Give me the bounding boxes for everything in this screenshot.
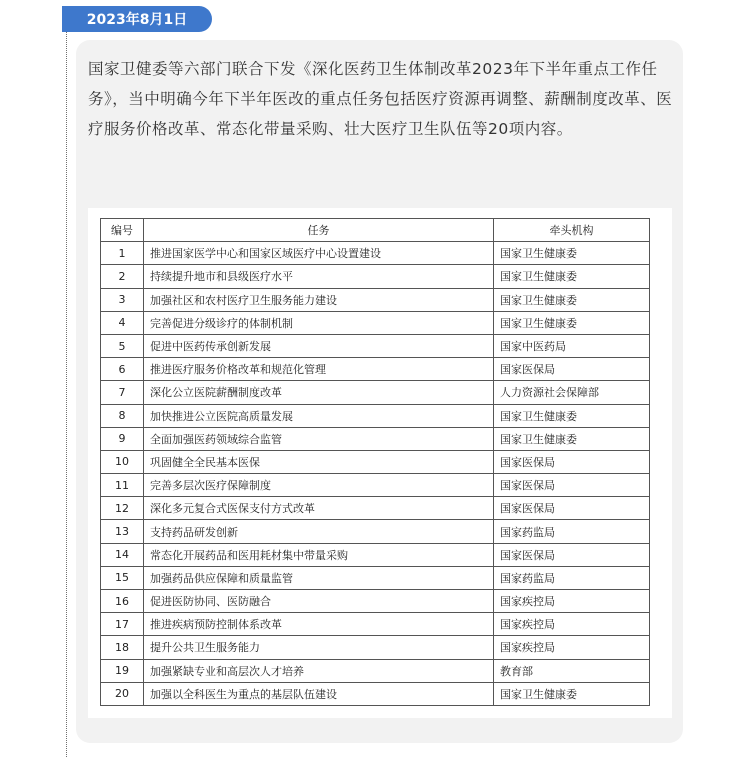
intro-paragraph: 国家卫健委等六部门联合下发《深化医药卫生体制改革2023年下半年重点工作任务》，当中明确今年下半年医改的重点任务包括医疗资源再调整、薪酬制度改革、医疗服务价格改革、常态化带量采购、壮大医疗卫生队伍等20项内容。 — [88, 60, 673, 138]
table-row — [101, 242, 650, 265]
row-number: 6 — [101, 358, 144, 381]
table-row — [101, 613, 650, 636]
row-lead-agency: 国家中医药局 — [494, 334, 650, 357]
row-number: 11 — [101, 474, 144, 497]
row-number: 16 — [101, 590, 144, 613]
row-lead-agency: 国家卫生健康委 — [494, 427, 650, 450]
table-row — [101, 265, 650, 288]
task-table — [100, 218, 650, 706]
row-task: 促进中医药传承创新发展 — [144, 334, 494, 357]
row-lead-agency: 国家药监局 — [494, 520, 650, 543]
date-badge: 2023年8月1日 — [62, 6, 212, 32]
row-task: 全面加强医药领域综合监管 — [144, 427, 494, 450]
row-number: 4 — [101, 311, 144, 334]
table-row — [101, 497, 650, 520]
row-number: 2 — [101, 265, 144, 288]
row-task: 加强以全科医生为重点的基层队伍建设 — [144, 682, 494, 705]
row-task: 深化多元复合式医保支付方式改革 — [144, 497, 494, 520]
row-task: 完善多层次医疗保障制度 — [144, 474, 494, 497]
row-task: 加强药品供应保障和质量监管 — [144, 566, 494, 589]
row-lead-agency: 国家卫生健康委 — [494, 265, 650, 288]
row-task: 常态化开展药品和医用耗材集中带量采购 — [144, 543, 494, 566]
row-lead-agency: 国家医保局 — [494, 543, 650, 566]
row-lead-agency: 国家疾控局 — [494, 636, 650, 659]
row-number: 15 — [101, 566, 144, 589]
table-row — [101, 381, 650, 404]
table-row — [101, 474, 650, 497]
row-number: 19 — [101, 659, 144, 682]
header-number: 编号 — [101, 219, 144, 242]
table-row — [101, 288, 650, 311]
row-lead-agency: 教育部 — [494, 659, 650, 682]
table-row — [101, 311, 650, 334]
table-row — [101, 334, 650, 357]
row-task: 加快推进公立医院高质量发展 — [144, 404, 494, 427]
row-number: 1 — [101, 242, 144, 265]
row-number: 18 — [101, 636, 144, 659]
row-lead-agency: 国家医保局 — [494, 474, 650, 497]
row-lead-agency: 国家药监局 — [494, 566, 650, 589]
row-lead-agency: 国家疾控局 — [494, 590, 650, 613]
row-lead-agency: 国家卫生健康委 — [494, 242, 650, 265]
row-task: 支持药品研发创新 — [144, 520, 494, 543]
header-task: 任务 — [144, 219, 494, 242]
table-row — [101, 427, 650, 450]
row-task: 巩固健全全民基本医保 — [144, 450, 494, 473]
row-lead-agency: 国家医保局 — [494, 497, 650, 520]
table-row — [101, 543, 650, 566]
row-number: 8 — [101, 404, 144, 427]
row-task: 促进医防协同、医防融合 — [144, 590, 494, 613]
row-task: 加强紧缺专业和高层次人才培养 — [144, 659, 494, 682]
row-number: 14 — [101, 543, 144, 566]
row-lead-agency: 国家卫生健康委 — [494, 682, 650, 705]
row-lead-agency: 国家卫生健康委 — [494, 311, 650, 334]
task-table-container — [88, 208, 672, 718]
row-task: 深化公立医院薪酬制度改革 — [144, 381, 494, 404]
row-number: 17 — [101, 613, 144, 636]
row-lead-agency: 国家卫生健康委 — [494, 288, 650, 311]
table-header-row — [101, 219, 650, 242]
row-lead-agency: 国家医保局 — [494, 358, 650, 381]
table-row — [101, 636, 650, 659]
row-task: 完善促进分级诊疗的体制机制 — [144, 311, 494, 334]
row-task: 推进疾病预防控制体系改革 — [144, 613, 494, 636]
row-lead-agency: 国家医保局 — [494, 450, 650, 473]
row-number: 12 — [101, 497, 144, 520]
row-number: 3 — [101, 288, 144, 311]
row-task: 推进国家医学中心和国家区域医疗中心设置建设 — [144, 242, 494, 265]
table-row — [101, 682, 650, 705]
table-row — [101, 520, 650, 543]
row-number: 9 — [101, 427, 144, 450]
row-number: 20 — [101, 682, 144, 705]
table-row — [101, 404, 650, 427]
row-number: 13 — [101, 520, 144, 543]
row-lead-agency: 人力资源社会保障部 — [494, 381, 650, 404]
row-lead-agency: 国家疾控局 — [494, 613, 650, 636]
row-task: 加强社区和农村医疗卫生服务能力建设 — [144, 288, 494, 311]
row-task: 推进医疗服务价格改革和规范化管理 — [144, 358, 494, 381]
table-row — [101, 358, 650, 381]
row-task: 提升公共卫生服务能力 — [144, 636, 494, 659]
row-task: 持续提升地市和县级医疗水平 — [144, 265, 494, 288]
header-lead-agency: 牵头机构 — [494, 219, 650, 242]
row-lead-agency: 国家卫生健康委 — [494, 404, 650, 427]
table-row — [101, 659, 650, 682]
table-row — [101, 590, 650, 613]
timeline-dotted-line — [66, 32, 67, 757]
row-number: 7 — [101, 381, 144, 404]
row-number: 10 — [101, 450, 144, 473]
table-row — [101, 450, 650, 473]
row-number: 5 — [101, 334, 144, 357]
table-row — [101, 566, 650, 589]
